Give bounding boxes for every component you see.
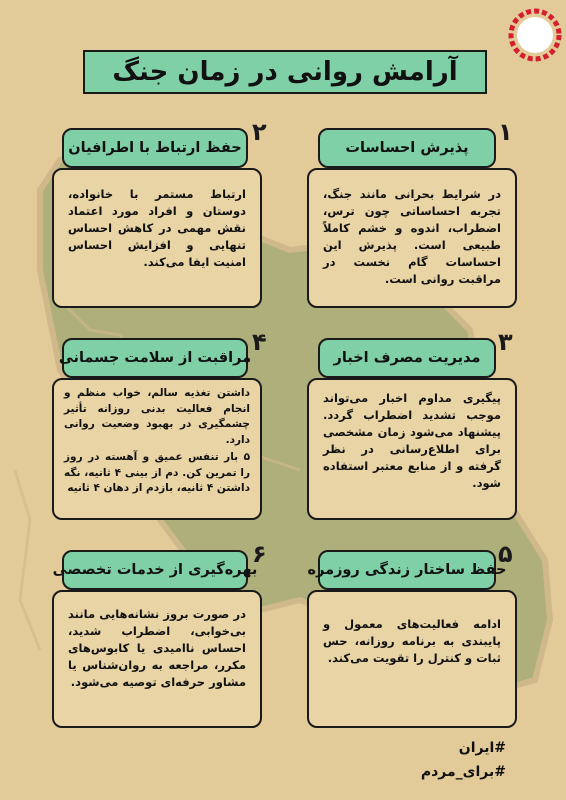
card-6-heading: بهره‌گیری از خدمات تخصصی — [52, 562, 258, 578]
page-title-text: آرامش روانی در زمان جنگ — [112, 57, 458, 87]
card-6-heading-tab — [52, 550, 258, 590]
card-3-number: ۳ — [498, 328, 513, 356]
card-6-text: در صورت بروز نشانه‌هایی مانند بی‌خوابی، اضطراب شدید، احساس ناامیدی یا کابوس‌های مکرر، مراجعه به روان‌شناس یا مشاور حرفه‌ای توصیه می‌شود. — [68, 607, 246, 689]
card-1-body — [307, 168, 517, 308]
card-6-number: ۶ — [252, 540, 267, 568]
card-5-heading: حفظ ساختار زندگی روزمره — [307, 562, 507, 578]
card-6-body — [52, 590, 262, 728]
card-1-text: در شرایط بحرانی مانند جنگ، تجربه احساساتی چون ترس، اضطراب، اندوه و خشم کاملاً طبیعی است. پذیرش این احساسات گام نخست در مراقبت روانی است. — [323, 187, 501, 286]
page-title — [83, 50, 487, 94]
red-crescent-gear-icon — [508, 8, 562, 62]
card-2-body — [52, 168, 262, 308]
card-5-heading-tab — [307, 550, 507, 590]
card-5-text: ادامه فعالیت‌های معمول و پایبندی به برنامه روزانه، حس ثبات و کنترل را تقویت می‌کند. — [323, 617, 501, 665]
card-3-text: پیگیری مداوم اخبار می‌تواند موجب تشدید اضطراب گردد. پیشنهاد می‌شود زمان مشخصی برای اطلاع‌رسانی در نظر گرفته و از منابع معتبر استفاده شود. — [323, 391, 501, 490]
card-1-number: ۱ — [498, 118, 513, 146]
card-4-text: داشتن تغذیه سالم، خواب منظم و انجام فعالیت بدنی روزانه تأثیر چشمگیری در بهبود وضعیت روانی دارد. — [64, 387, 250, 446]
card-4-number: ۴ — [252, 328, 267, 356]
hashtag-iran: #ایران — [458, 740, 506, 756]
card-3-heading-tab — [318, 338, 496, 378]
card-5-body — [307, 590, 517, 728]
card-4-body — [52, 378, 262, 520]
card-4-heading: مراقبت از سلامت جسمانی — [58, 350, 252, 366]
card-1-heading: پذیرش احساسات — [345, 140, 469, 156]
card-3-heading: مدیریت مصرف اخبار — [333, 350, 481, 366]
card-4-heading-tab — [58, 338, 252, 378]
card-1-heading-tab — [318, 128, 496, 168]
card-5-number: ۵ — [498, 540, 513, 568]
card-2-heading-tab — [62, 128, 248, 168]
card-2-text: ارتباط مستمر با خانواده، دوستان و افراد مورد اعتماد نقش مهمی در کاهش احساس تنهایی و افزایش احساس امنیت ایفا می‌کند. — [68, 187, 246, 269]
card-4-breathing-text: ۵ بار تنفس عمیق و آهسته در روز را تمرین کن. دم از بینی ۴ ثانیه، نگه داشتن ۴ ثانیه، بازدم از دهان ۴ ثانیه — [64, 451, 250, 494]
hashtag-for-people: #برای_مردم — [420, 764, 506, 780]
card-2-number: ۲ — [252, 118, 267, 146]
card-2-heading: حفظ ارتباط با اطرافیان — [68, 140, 242, 156]
hashtags — [421, 736, 506, 784]
card-3-body — [307, 378, 517, 520]
